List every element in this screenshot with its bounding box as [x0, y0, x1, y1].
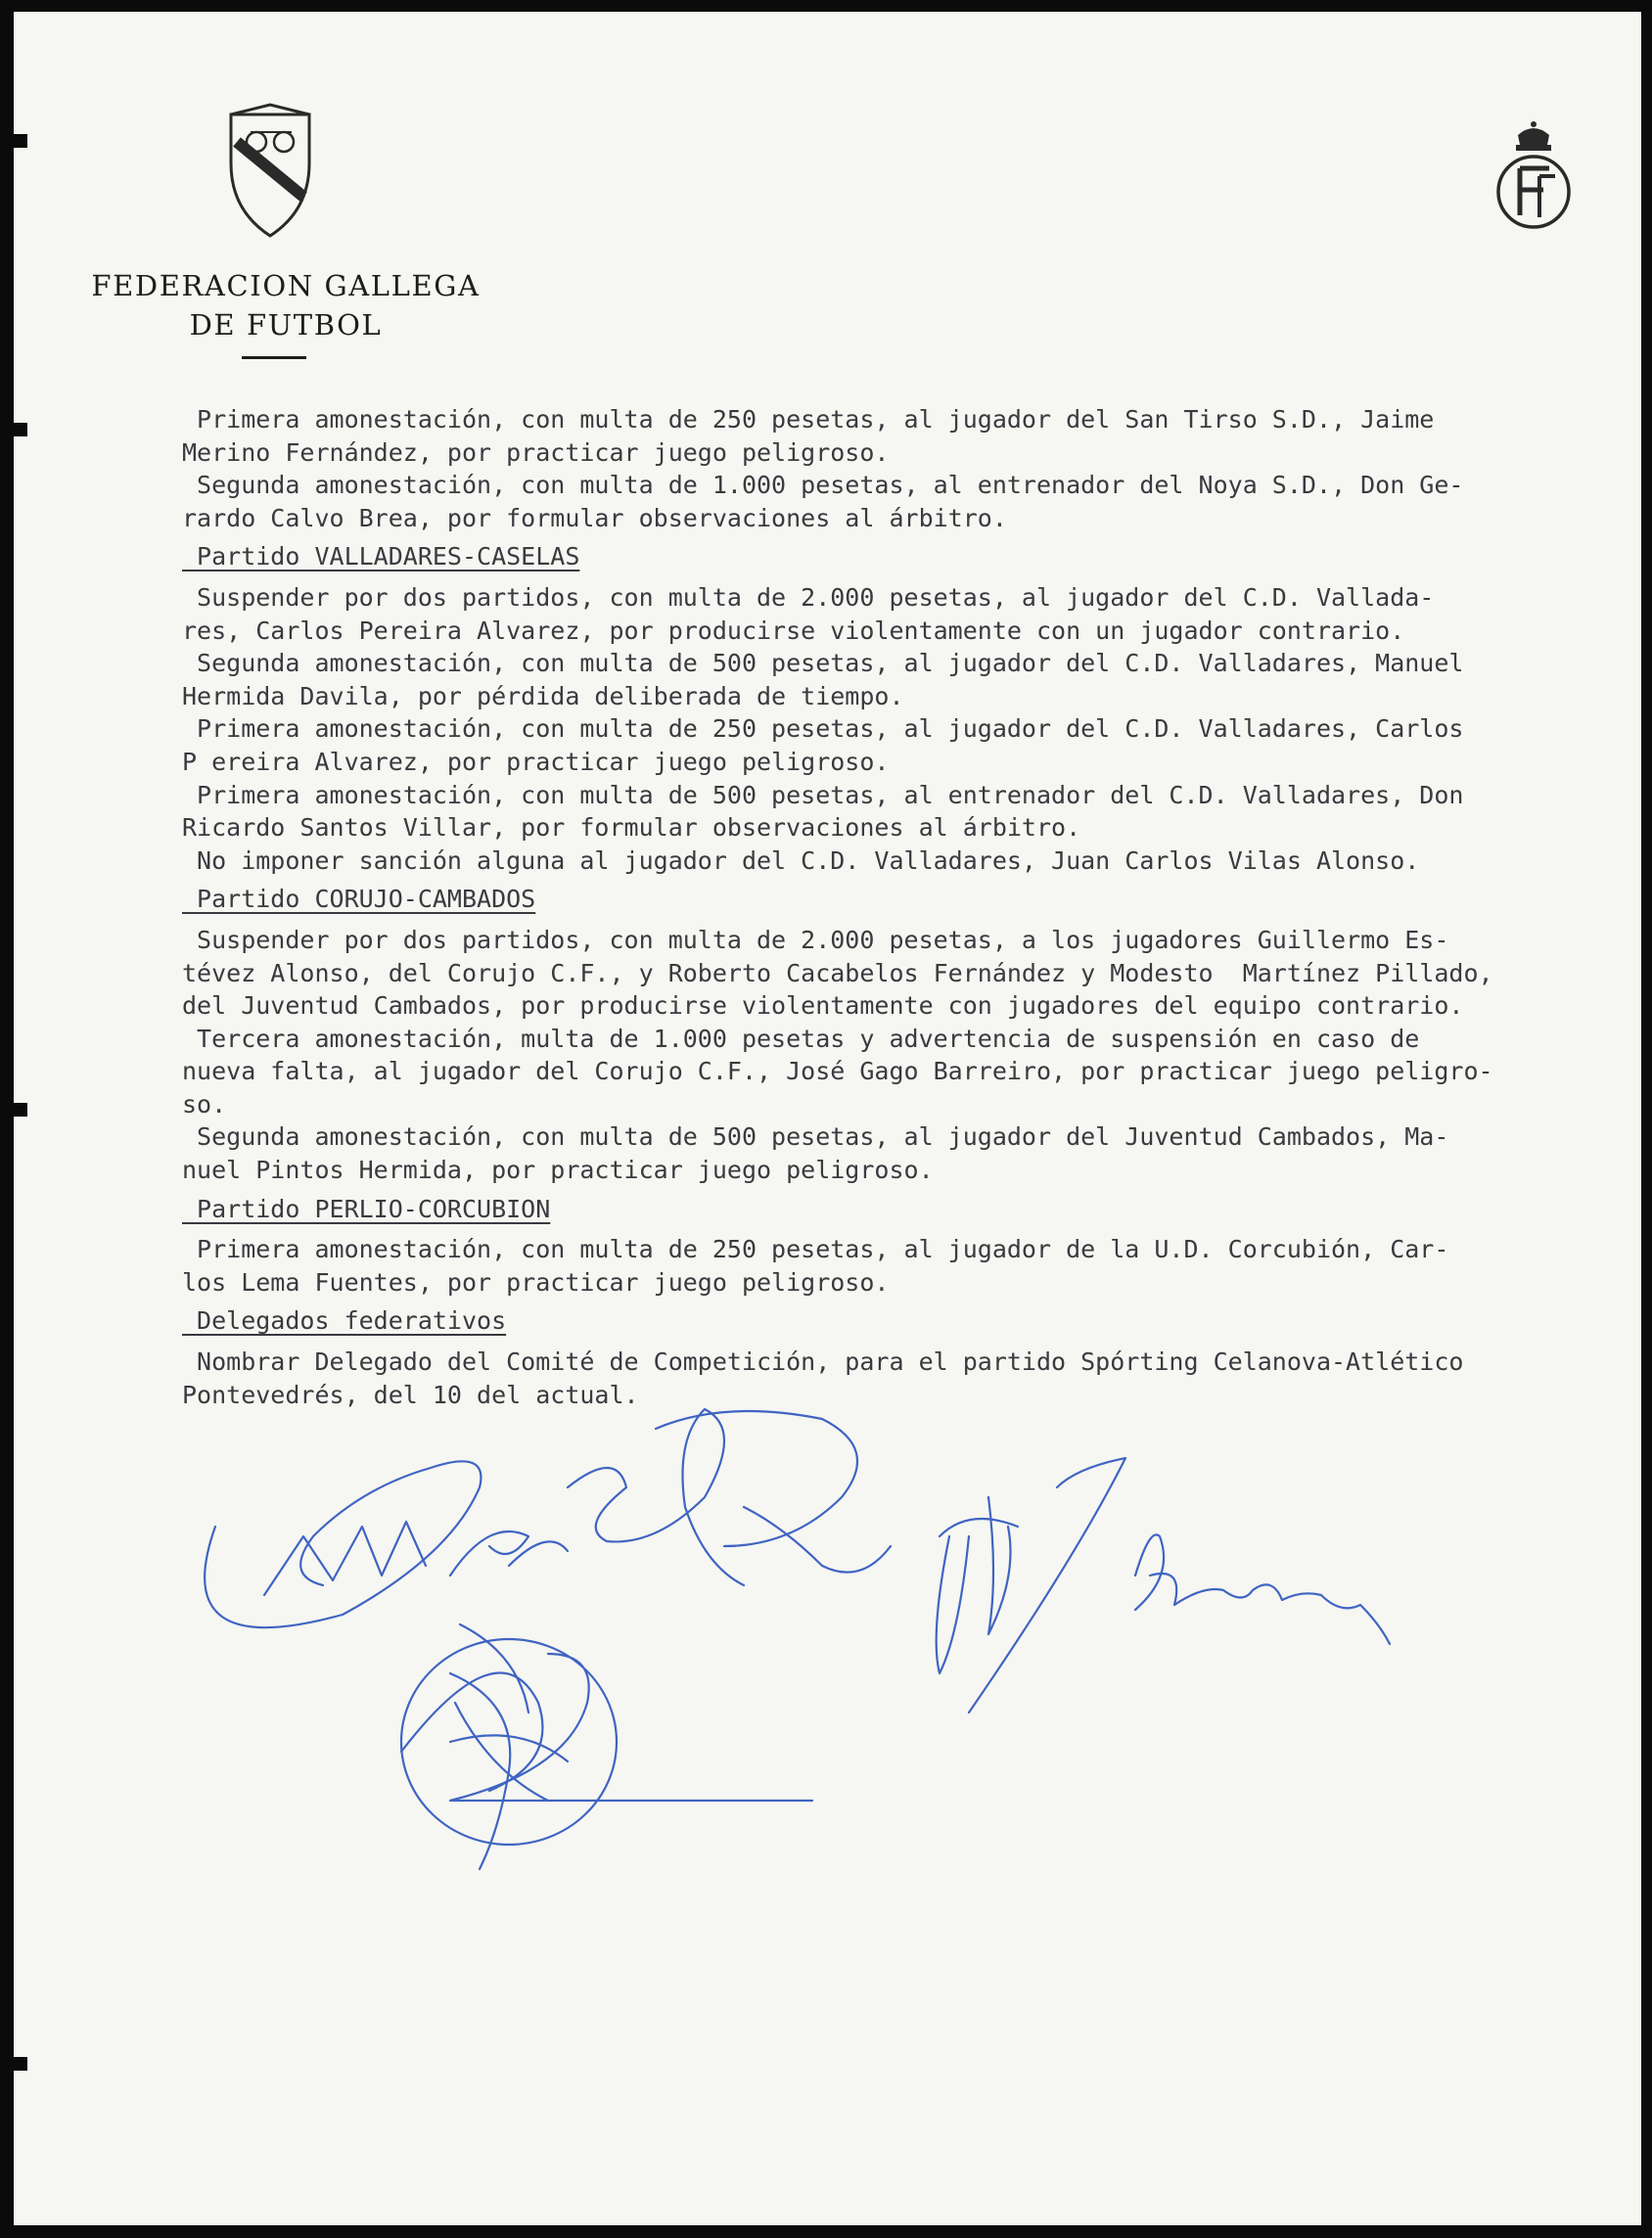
text-line: No imponer sanción alguna al jugador del C.D. Valladares, Juan Carlos Vilas Alonso. — [182, 845, 1420, 875]
text-line: Ricardo Santos Villar, por formular observaciones al árbitro. — [182, 813, 1081, 843]
text-line: res, Carlos Pereira Alvarez, por producirse violentamente con un jugador contrario. — [182, 616, 1405, 645]
galician-federation-shield-icon — [227, 103, 313, 240]
header-rule — [242, 356, 306, 359]
binder-hole — [0, 423, 27, 436]
federation-name-line1: FEDERACION GALLEGA — [91, 269, 481, 302]
text-line: Primera amonestación, con multa de 250 pesetas, al jugador del C.D. Valladares, Carlos — [182, 714, 1464, 744]
text-line: Hermida Davila, por pérdida deliberada de tiempo. — [182, 681, 904, 710]
text-line: Primera amonestación, con multa de 250 pesetas, al jugador del San Tirso S.D., Jaime — [182, 405, 1435, 434]
text-line: nueva falta, al jugador del Corujo C.F., José Gago Barreiro, por practicar juego peligro- — [182, 1057, 1493, 1086]
text-line: los Lema Fuentes, por practicar juego peligroso. — [182, 1267, 890, 1297]
text-line: tévez Alonso, del Corujo C.F., y Roberto Cacabelos Fernández y Modesto Martínez Pillado, — [182, 958, 1493, 987]
text-line: rardo Calvo Brea, por formular observaciones al árbitro. — [182, 503, 1007, 532]
section-heading: Partido PERLIO-CORCUBION — [182, 1194, 551, 1223]
binder-hole — [0, 134, 27, 148]
text-line: Segunda amonestación, con multa de 1.000 pesetas, al entrenador del Noya S.D., Don Ge- — [182, 471, 1464, 500]
section-heading: Partido CORUJO-CAMBADOS — [182, 885, 536, 914]
text-line: Primera amonestación, con multa de 500 pesetas, al entrenador del C.D. Valladares, Don — [182, 780, 1464, 809]
section-heading: Delegados federativos — [182, 1306, 507, 1336]
binder-hole — [0, 2057, 27, 2071]
federation-name — [80, 266, 491, 344]
text-line: P ereira Alvarez, por practicar juego peligroso. — [182, 747, 890, 776]
text-line: Segunda amonestación, con multa de 500 pesetas, al jugador del Juventud Cambados, Ma- — [182, 1122, 1449, 1152]
binder-hole — [0, 1103, 27, 1117]
rfef-crown-emblem-icon — [1492, 119, 1575, 237]
section-heading: Partido VALLADARES-CASELAS — [182, 542, 580, 571]
text-line: Suspender por dos partidos, con multa de 2.000 pesetas, al jugador del C.D. Vallada- — [182, 582, 1435, 612]
text-line: Primera amonestación, con multa de 250 pesetas, al jugador de la U.D. Corcubión, Car- — [182, 1235, 1449, 1264]
text-line: Nombrar Delegado del Comité de Competición, para el partido Spórting Celanova-Atlético — [182, 1347, 1464, 1377]
text-line: del Juventud Cambados, por producirse violentamente con jugadores del equipo contrario. — [182, 991, 1464, 1021]
text-line: Pontevedrés, del 10 del actual. — [182, 1380, 639, 1409]
text-line: Merino Fernández, por practicar juego peligroso. — [182, 437, 890, 467]
document-body — [182, 403, 1621, 1411]
text-line: Tercera amonestación, multa de 1.000 pesetas y advertencia de suspensión en caso de — [182, 1024, 1420, 1053]
text-line: Suspender por dos partidos, con multa de 2.000 pesetas, a los jugadores Guillermo Es- — [182, 925, 1449, 954]
federation-name-line2: DE FUTBOL — [189, 308, 383, 342]
handwritten-signatures — [196, 1380, 1468, 1889]
text-line: Segunda amonestación, con multa de 500 pesetas, al jugador del C.D. Valladares, Manuel — [182, 649, 1464, 678]
text-line: nuel Pintos Hermida, por practicar juego peligroso. — [182, 1156, 934, 1185]
text-line: so. — [182, 1089, 227, 1119]
